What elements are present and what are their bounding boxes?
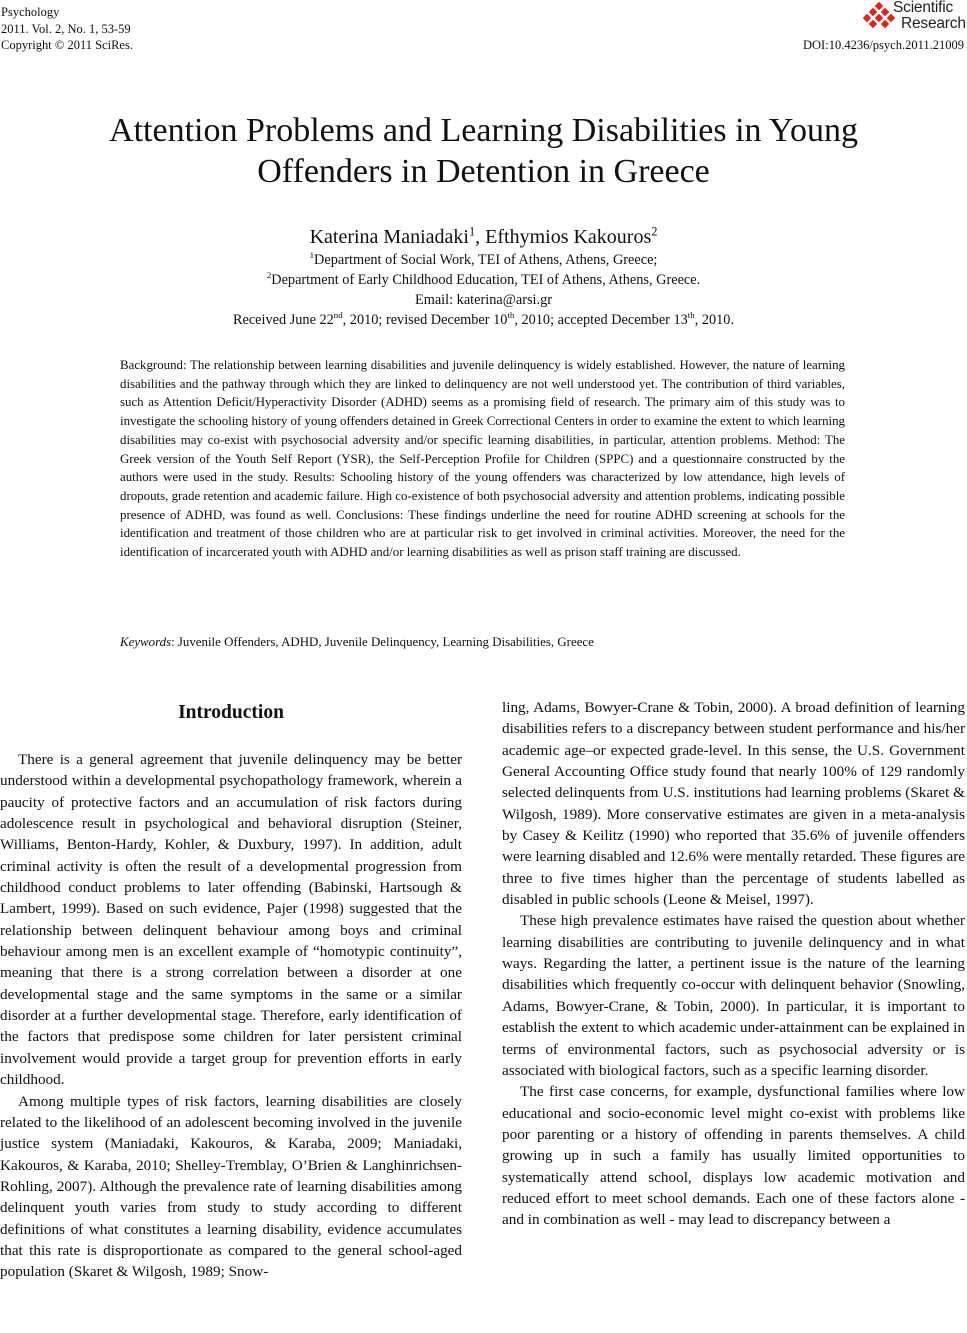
keywords-list: : Juvenile Offenders, ADHD, Juvenile Delinquency, Learning Disabilities, Greece xyxy=(171,635,594,649)
date-suffix: , 2010. xyxy=(694,312,735,328)
journal-header xyxy=(1,4,133,54)
author-name: Katerina Maniadaki xyxy=(309,226,469,248)
corresponding-email[interactable]: Email: katerina@arsi.gr xyxy=(414,292,553,308)
article-dates xyxy=(0,310,967,331)
journal-name: Psychology xyxy=(1,5,60,19)
keywords xyxy=(120,633,845,652)
keywords-label: Keywords xyxy=(120,635,172,649)
left-column xyxy=(0,749,462,1283)
journal-copyright: Copyright © 2011 SciRes. xyxy=(1,38,133,52)
article-title xyxy=(0,110,967,192)
journal-volume: 2011. Vol. 2, No. 1, 53-59 xyxy=(1,21,131,36)
paragraph: There is a general agreement that juvenile delinquency may be better understood within a developmental psychopathology framework, wherein a paucity of protective factors and an accumulation of risk factors during adolescence result in psychological and behavioral disruption (Steiner, Williams, Benton-Hardy, Kohler, & Duxbury, 1997). In addition, adult criminal activity is often the result of a developmental progression from childhood conduct problems to later offending (Babinski, Hartsough & Lambert, 1999). Based on such evidence, Pajer (1998) suggested that the relationship between delinquent behaviour among boys and criminal behaviour among men is an excellent example of “homotypic continuity”, meaning that there is a strong correlation between a disorder at one developmental stage and the same symptoms in the same or a similar disorder at a further developmental stage. Therefore, early identification of the factors that predispose some children for later persistent criminal involvement would provide a target group for prevention efforts in early childhood. xyxy=(0,751,462,1089)
paragraph: ling, Adams, Bowyer-Crane & Tobin, 2000). A broad definition of learning disabilities refers to a discrepancy between student performance and his/her academic age–or expected grade-level. In this sense, the U.S. Government General Accounting Office study found that nearly 100% of 129 randomly selected delinquents from U.S. institutions had learning problems (Skaret & Wilgosh, 1989). More conservative estimates are given in a meta-analysis by Casey & Keilitz (1990) who reported that 35.6% of juvenile offenders were learning disabled and 12.6% were mentally retarded. These figures are three to five times higher than the percentage of students labelled as disabled in public schools (Leone & Meisel, 1997). xyxy=(502,699,965,909)
paragraph: These high prevalence estimates have raised the question about whether learning disabilities are contributing to juvenile delinquency and in what ways. Regarding the latter, a pertinent issue is the nature of the learning disabilities which frequently co-occur with delinquent behavior (Snowling, Adams, Bowyer-Crane, & Tobin, 2000). In particular, it is important to establish the extent to which academic under-attainment can be explained in terms of environmental factors, such as psychosocial adversity or is associated with biological factors, such as a specific learning disorder. xyxy=(502,912,965,1079)
ordinal-suffix: th xyxy=(687,310,695,321)
doi[interactable]: DOI:10.4236/psych.2011.21009 xyxy=(803,38,964,52)
abstract: Background: The relationship between learning disabilities and juvenile delinquency is widely established. However, the nature of learning disabilities and the pathway through which they are linked to delinquency are not well understood yet. The contribution of third variables, such as Attention Deficit/Hyperactivity Disorder (ADHD) seems as a promising field of research. The primary aim of this study was to investigate the schooling history of young offenders detained in Greek Correctional Centers in order to examine the extent to which learning disabilities may co-exist with psychosocial adversity and/or specific learning disabilities, in particular, attention problems. Method: The Greek version of the Youth Self Report (YSR), the Self-Perception Profile for Children (SPPC) and a questionnaire constructed by the authors were used in the study. Results: Schooling history of the young offenders was characterized by low attendance, high levels of dropouts, grade retention and academic failure. High co-existence of both psychosocial adversity and attention problems, indicating possible presence of ADHD, was found as well. Conclusions: These findings underline the need for routine ADHD screening at schools for the identification and treatment of those children who are at particular risk to get involved in criminal activities. Moreover, the need for the identification of incarcerated youth with ADHD and/or learning disabilities as well as prison staff training are discussed. xyxy=(120,358,845,560)
publisher-logo[interactable] xyxy=(863,0,965,36)
affiliation-text: Department of Social Work, TEI of Athens, Athens, Greece; xyxy=(314,252,658,268)
author-list xyxy=(0,224,967,250)
author-name: Efthymios Kakouros xyxy=(485,226,652,248)
affiliation-mark: 2 xyxy=(266,270,272,281)
ordinal-suffix: th xyxy=(507,310,515,321)
author-affiliation-mark: 1 xyxy=(468,224,476,239)
title-line-1: Attention Problems and Learning Disabilities in Young xyxy=(109,112,858,149)
affiliation-2 xyxy=(0,270,967,291)
received-date: Received June 22 xyxy=(232,312,334,328)
affiliation-1 xyxy=(0,250,967,271)
right-column xyxy=(502,697,965,1231)
author-separator: , xyxy=(475,226,486,248)
author-affiliation-mark: 2 xyxy=(651,224,658,239)
logo-line-2: Research xyxy=(901,15,966,32)
logo-wordmark xyxy=(893,0,966,32)
logo-line-1: Scientific xyxy=(893,0,954,16)
revised-date: , 2010; revised December 10 xyxy=(342,312,508,328)
scientific-research-logo-icon xyxy=(863,2,895,32)
paragraph: Among multiple types of risk factors, learning disabilities are closely related to the likelihood of an adolescent becoming involved in the juvenile justice system (Maniadaki, Kakouros, & Karaba, 2009; Maniadaki, Kakouros, & Karaba, 2010; Shelley-Tremblay, O’Brien & Langhinrichsen-Rohling, 2007). Although the prevalence rate of learning disabilities among delinquent youth varies from study to study according to different definitions of what constitutes a learning disability, evidence accumulates that this rate is disproportionate as compared to the general school-aged population (Skaret & Wilgosh, 1989; Snow- xyxy=(0,1092,462,1281)
paragraph: The first case concerns, for example, dysfunctional families where low educational and socio-economic level might co-exist with problems like poor parenting or a history of offending in parents themselves. A child growing up in such a family has usually limited opportunities to systematically attend school, displays low academic motivation and reduced effort to meet school demands. Each one of these factors alone - and in combination as well - may lead to discrepancy between a xyxy=(502,1083,965,1229)
accepted-date: , 2010; accepted December 13 xyxy=(514,312,688,328)
section-heading-introduction: Introduction xyxy=(178,702,284,723)
ordinal-suffix: nd xyxy=(333,310,343,321)
affiliation-text: Department of Early Childhood Education, TEI of Athens, Athens, Greece. xyxy=(271,272,701,288)
affiliation-mark: 1 xyxy=(309,250,315,261)
title-line-2: Offenders in Detention in Greece xyxy=(257,153,710,190)
